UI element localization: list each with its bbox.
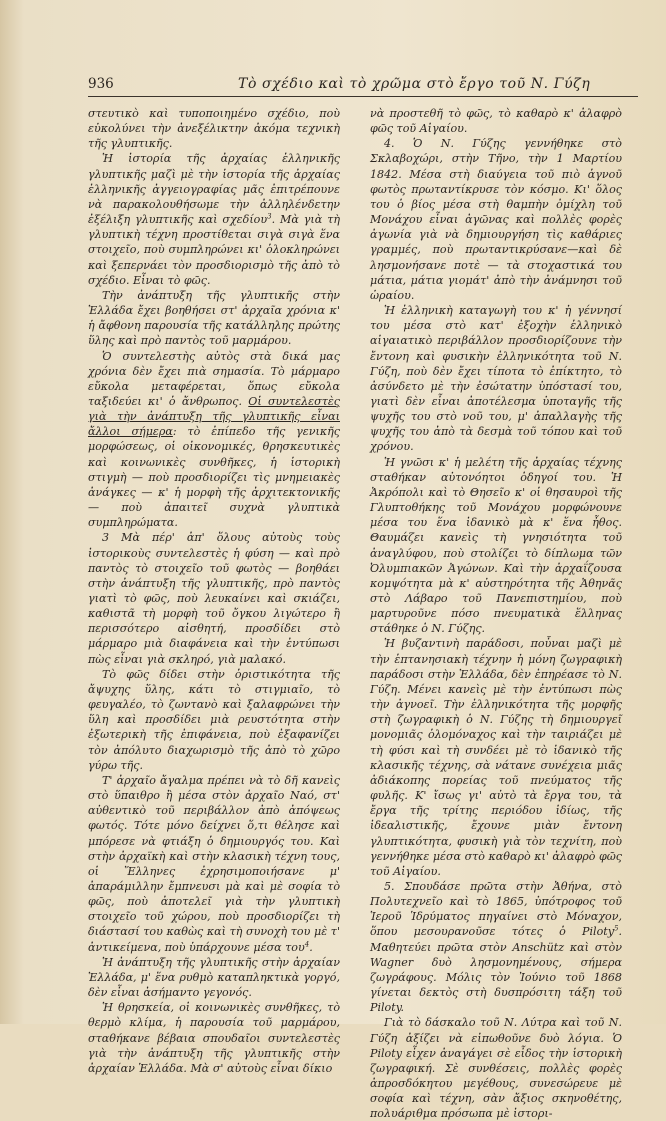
paragraph: Τὸ φῶς δίδει στὴν ὁριστικότητα τῆς ἄψυχης ὕλης, κάτι τὸ στιγμιαῖο, τὸ φευγαλέο, τὸ ζωντανὸ καὶ ξαλαφρώνει τὴν ὕλη καὶ προσδίδει μιὰ ρευστότητα στὴν ἐξωτερικὴ τῆς ἐπιφάνεια, ποὺ ἐξαφανίζει τὸν ἀπόλυτο διαχωρισμὸ τῆς ἀπὸ τὸ χῶρο γύρω τῆς. (88, 667, 340, 772)
paragraph: Ἡ βυζαντινὴ παράδοσι, ποὖναι μαζὶ μὲ τὴν ἑπτανησιακὴ τέχνην ἡ μόνη ζωγραφικὴ παράδοσι στὴν Ἑλλάδα, δὲν ἐπηρέασε τὸ Ν. Γύζη. Μένει κανεὶς μὲ τὴν ἐντύπωσι πὼς τὴν ἀγνοεῖ. Τὴν ἑλληνικότητα τῆς μορφῆς στὴ ζωγραφικὴ ὁ Ν. Γύζης τὴ δημιουργεῖ μονομιᾶς ὁλομόναχος καὶ τὴν ταιριάζει μὲ τὴ φύσι καὶ τὴ συνδέει μὲ τὸ ἰδανικὸ τῆς κλασικῆς τέχνης, σὰ νάτανε συνέχεια μιᾶς ἀδιάκοπης πορείας τοῦ πνεύματος τῆς φυλῆς. Κ' ἴσως γι' αὐτὸ τὰ ἔργα του, τὰ ἔργα τῆς τρίτης περιόδου ἰδίως, τῆς ἰδεαλιστικῆς, ἔχουνε μιὰν ἔντονη γλυπτικότητα, φυσικὴ γιὰ τὸν τεχνίτη, ποὺ γεννήθηκε μέσα στὸ καθαρὸ κι' ἀλαφρὸ φῶς τοῦ Αἰγαίου. (370, 637, 622, 878)
running-title: Τὸ σχέδιο καὶ τὸ χρῶμα στὸ ἔργο τοῦ Ν. Γύζη (238, 76, 591, 92)
footnote-ref: 3 (267, 212, 272, 221)
paragraph: 4. Ὁ Ν. Γύζης γεννήθηκε στὸ Σκλαβοχώρι, στὴν Τῆνο, τὴν 1 Μαρτίου 1842. Μέσα στὴ διαύγεια τοῦ πιὸ ἁγνοῦ φωτὸς πρωταντίκρυσε τὸν κόσμο. Κι' ὅλος του ὁ βίος μέσα στὴ θαμπὴν ὀμίχλη τοῦ Μονάχου εἶναι ἀγῶνας καὶ πολλὲς φορὲς ἀγωνία γιὰ νὰ δημιουργήση τὶς καθάριες γραμμές, ποὺ πρωταντικρύσανε—καὶ δὲ λησμονήσανε ποτὲ — τὰ στοχαστικά του μάτια, μάτια γιομάτ' ἀπὸ τὴν ἀνάμνησι τοῦ ὡραίου. (370, 137, 622, 302)
paragraph: Ἡ ἑλληνικὴ καταγωγὴ του κ' ἡ γέννησί του μέσα στὸ κατ' ἐξοχὴν ἑλληνικὸ αἰγαιατικὸ περιβάλλον προσδιορίζουνε τὴν ἔντονη καὶ φυσικὴν ἑλληνικότητα τοῦ Ν. Γύζη, ποὺ δὲν ἔχει τίποτα τὸ ἐπίκτητο, τὸ ἀσύνδετο μὲ τὴν ἐσώτατην ὑπόστασί του, γιατὶ δὲν εἶναι ἀποτέλεσμα ὑποταγῆς τῆς ψυχῆς του στὸ νοῦ του, μ' ἀπαλλαγὴς τῆς ψυχῆς του ἀπὸ τὰ δεσμὰ τοῦ τόπου καὶ τοῦ χρόνου. (370, 304, 622, 454)
paragraph: Τὴν ἀνάπτυξη τῆς γλυπτικῆς στὴν Ἑλλάδα ἔχει βοηθήσει στ' ἀρχαῖα χρόνια κ' ἡ ἄφθονη παρουσία τῆς κατάλληλης πρώτης ὕλης καὶ πρὸ παντὸς τοῦ μαρμάρου. (88, 288, 340, 348)
left-column (88, 106, 340, 1076)
footnote-ref: 4 (304, 939, 310, 948)
page-number: 936 (88, 76, 114, 92)
right-column (370, 106, 622, 1121)
paragraph: Ἡ γνῶσι κ' ἡ μελέτη τῆς ἀρχαίας τέχνης σταθήκαν αὐτονόητοι ὁδηγοί του. Ἡ Ἀκρόπολι καὶ τὸ Θησεῖο κ' οἱ θησαυροὶ τῆς Γλυπτοθήκης τοῦ Μονάχου μορφώνουνε μέσα του ἕνα ἰδανικὸ μὰ κ' ἕνα ἦθος. Θαυμάζει κανεὶς τὴ γνησιότητα τοῦ ἀναγλύφου, ποὺ στολίζει τὸ δίπλωμα τῶν Ὀλυμπιακῶν Ἀγώνων. Καὶ τὴν ἀρχαΐζουσα κομψότητα μὰ κ' αὐστηρότητα τῆς Ἀθηνᾶς στὸ Λάβαρο τοῦ Πανεπιστημίου, ποὺ μαρτυροῦνε πόσο πνευματικὰ ἕλληνας στάθηκε ὁ Ν. Γύζης. (370, 455, 622, 636)
paragraph: Ἡ ἱστορία τῆς ἀρχαίας ἑλληνικῆς γλυπτικῆς μαζὶ μὲ τὴν ἱστορία τῆς ἀρχαίας ἑλληνικῆς ἀγγειογραφίας μᾶς ἐπιτρέπουνε νὰ παρακολουθήσωμε τὴν ἀλληλένδετην ἐξέλιξη γλυπτικῆς καὶ σχεδίου$^3$. Μὰ γιὰ τὴ γλυπτικὴ τέχνη προστίθεται σιγὰ σιγὰ ἕνα στοιχεῖο, ποὺ συμπληρώνει κι' ὁλοκληρώνει καὶ ξεπερνάει τὸν προσδιορισμὸ τῆς ἀπὸ τὸ σχέδιο. Εἶναι τὸ φῶς. (88, 152, 340, 287)
footnote-ref: 5 (614, 924, 619, 933)
paragraph: Ἡ ἀνάπτυξη τῆς γλυπτικῆς στὴν ἀρχαίαν Ἑλλάδα, μ' ἕνα ρυθμὸ καταπληκτικὰ γοργό, δὲν εἶναι ἀσήμαντο γεγονός. (88, 955, 340, 1000)
paragraph: Ἡ θρησκεία, οἱ κοινωνικὲς συνθῆκες, τὸ θερμὸ κλίμα, ἡ παρουσία τοῦ μαρμάρου, σταθήκανε βέβαια σπουδαῖοι συντελεστὲς γιὰ τὴν ἀνάπτυξη τῆς γλυπτικῆς στὴν ἀρχαίαν Ἑλλάδα. Μὰ σ' αὐτοὺς εἶναι δίκιο (88, 1001, 340, 1075)
paragraph: Γιὰ τὸ δάσκαλο τοῦ Ν. Λύτρα καὶ τοῦ Ν. Γύζη ἀξίζει νὰ εἰπωθοῦνε δυὸ λόγια. Ὁ Piloty εἶχεν ἀναγάγει σὲ εἶδος τὴν ἱστορικὴ ζωγραφική. Σὲ συνθέσεις, πολλὲς φορὲς ἀπροσδόκητου μεγέθους, συνεσώρευε μὲ σοφία καὶ τέχνη, σὰν ἄξιος σκηνοθέτης, πολυάριθμα πρόσωπα μὲ ἱστορι- (370, 1016, 622, 1121)
running-header (88, 70, 638, 97)
paragraph: νὰ προστεθῆ τὸ φῶς, τὸ καθαρὸ κ' ἀλαφρὸ φῶς τοῦ Αἰγαίου. (370, 107, 622, 136)
paragraph: Ὁ συντελεστὴς αὐτὸς στὰ δικά μας χρόνια δὲν ἔχει πιὰ σημασία. Τὸ μάρμαρο εὔκολα μεταφέρεται, ὅπως εὔκολα ταξιδεύει κι' ὁ ἄνθρωπος. Οἱ συντελεστὲς γιὰ τὴν ἀνάπτυξη τῆς γλυπτικῆς εἶναι ἄλλοι σήμερα: τὸ ἐπίπεδο τῆς γενικῆς μορφώσεως, οἱ οἰκονομικές, θρησκευτικὲς καὶ κοινωνικὲς συνθῆκες, ἡ ἱστορικὴ στιγμὴ — ποὺ προσδιορίζει τὶς μνημειακὲς ἀνάγκες — κ' ἡ μορφὴ τῆς ἀρχιτεκτονικῆς — ποὺ ἀπαιτεῖ συχνὰ γλυπτικὰ συμπληρώματα. (88, 349, 340, 530)
paragraph: 3 Μὰ πέρ' ἀπ' ὅλους αὐτοὺς τοὺς ἱστορικοὺς συντελεστὲς ἡ φύση — καὶ πρὸ παντὸς τὸ στοιχεῖο τοῦ φωτὸς — βοηθάει στὴν ἀνάπτυξη τῆς γλυπτικῆς, πρὸ παντὸς γιατὶ τὸ φῶς, ποὺ λευκαίνει καὶ σκιάζει, καθιστᾶ τὴ μορφὴ τοῦ ὄγκου λιγώτερο ἢ περισσότερο αἰσθητή, προσδίδει στὸ μάρμαρο μιὰ διαφάνεια καὶ τὴν ἐντύπωσι πὼς εἶναι γιὰ σκληρό, γιὰ μαλακό. (88, 531, 340, 666)
paragraph: Τ' ἀρχαῖο ἄγαλμα πρέπει νὰ τὸ δῆ κανεὶς στὸ ὕπαιθρο ἢ μέσα στὸν ἀρχαῖο Ναό, στ' αὐθεντικὸ τοῦ περιβάλλον ἀπὸ ἀπόψεως φωτός. Τότε μόνο δείχνει ὅ,τι θέλησε καὶ μπόρεσε νὰ φτιάξη ὁ δημιουργός του. Καὶ στὴν ἀρχαϊκὴ καὶ στὴν κλασικὴ τέχνη τους, οἱ Ἕλληνες ἐχρησιμοποιήσανε μ' ἀπαράμιλλην ἔμπνευσι μὰ καὶ μὲ σοφία τὸ φῶς, ποὺ ἀποτελεῖ γιὰ τὴν γλυπτικὴ στοιχεῖο τοῦ χώρου, ποὺ προσδιορίζει τὴ διάστασί του καθὼς καὶ τὴ συνοχὴ του μὲ τ' ἀντικείμενα, ποὺ ὑπάρχουνε μέσα του$^4$. (88, 773, 340, 954)
paragraph: 5. Σπουδάσε πρῶτα στὴν Ἀθήνα, στὸ Πολυτεχνεῖο καὶ τὸ 1865, ὑπότροφος τοῦ Ἱεροῦ Ἱδρύματος πηγαίνει στὸ Μόναχον, ὅπου μεσουρανοῦσε τότες ὁ Piloty$^5$. Μαθητεύει πρῶτα στὸν Anschütz καὶ στὸν Wagner δυὸ λησμονημένους, σήμερα ζωγράφους. Μόλις τὸν Ἰούνιο τοῦ 1868 γίνεται δεκτὸς στὴ δυσπρόσιτη τάξη τοῦ Piloty. (370, 879, 622, 1015)
underlined-passage: Οἱ συντελεστὲς γιὰ τὴν ἀνάπτυξη τῆς γλυπτικῆς εἶναι ἄλλοι σήμερα (88, 394, 340, 439)
paragraph: στευτικὸ καὶ τυποποιημένο σχέδιο, ποὺ εὐκολύνει τὴν ἀνεξέλικτην ἀκόμα τεχνικὴ τῆς γλυπτικῆς. (88, 107, 340, 151)
